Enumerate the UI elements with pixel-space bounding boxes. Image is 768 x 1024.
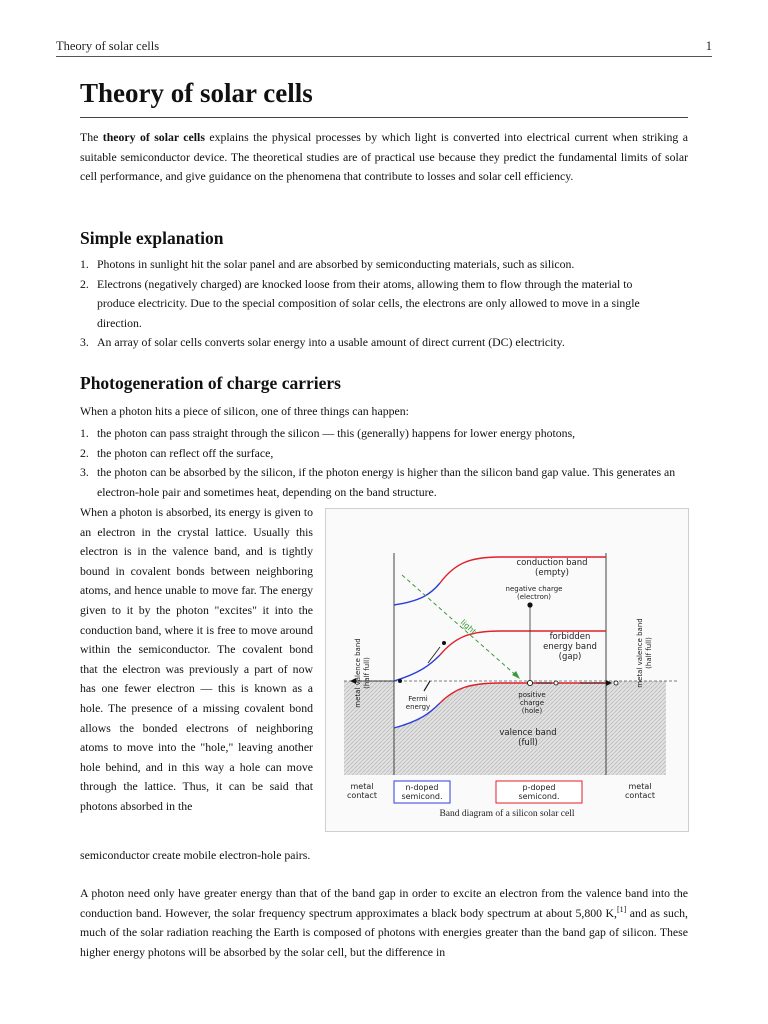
list-number: 1.	[80, 257, 89, 271]
list-number: 3.	[80, 335, 89, 350]
positive-label: positive	[518, 691, 546, 699]
band-diagram-figure	[325, 508, 689, 832]
paragraph-band-gap	[80, 884, 688, 962]
list-text: Electrons (negatively charged) are knocked loose from their atoms, allowing them to flow through the material to produce electricity. Due to the special composition of solar cells, the electrons are only allowed to move in a single direction.	[97, 276, 640, 330]
fermi-energy-label: energy	[405, 703, 431, 711]
photogen-lead: When a photon hits a piece of silicon, one of three things can happen:	[80, 404, 409, 418]
hole-drift-dot-1	[554, 681, 558, 685]
list-item	[80, 463, 688, 502]
list-text: An array of solar cells converts solar energy into a usable amount of direct current (DC) electricity.	[97, 335, 565, 350]
list-item	[80, 333, 688, 353]
list-number: 2.	[80, 276, 89, 291]
electron-dot	[527, 602, 532, 607]
p-doped-sub: semicond.	[518, 792, 560, 801]
simple-list	[80, 255, 688, 353]
metal-left-sub: contact	[347, 791, 377, 800]
metal-valence-left-sub: (half full)	[363, 657, 371, 689]
paragraph-text-a: A photon need only have greater energy than that of the band gap in order to excite an electron from the valence band into the conduction band. However, the solar frequency spectrum approximates a black body spectrum at about 5,800 K,	[80, 886, 688, 920]
conduction-empty-label: (empty)	[535, 568, 569, 578]
intro-lead: The	[80, 130, 103, 144]
fermi-marker	[424, 681, 430, 691]
positive-hole-label: (hole)	[521, 707, 543, 715]
p-doped-label: p-doped	[522, 783, 556, 792]
forbidden-label: forbidden	[549, 632, 591, 642]
page-title: Theory of solar cells	[80, 78, 688, 118]
intro-rest: explains the physical processes by which light is converted into electrical current when striking a suitable semiconductor device. The theoretical studies are of practical use because they predict the fundamental limits of solar cell performance, and give guidance on the phenomena that contribute to losses and solar cell efficiency.	[80, 130, 688, 184]
list-item	[80, 255, 688, 275]
negative-charge-label: negative charge	[505, 585, 563, 593]
intro-bold-term: theory of solar cells	[102, 130, 205, 144]
conduction-band-curve-blue	[394, 583, 440, 605]
list-text: the photon can reflect off the surface,	[97, 445, 274, 460]
list-text: the photon can pass straight through the silicon — this (generally) happens for lower energy photons,	[97, 426, 576, 440]
positive-charge-label: charge	[519, 699, 545, 707]
citation-link[interactable]: [1]	[616, 904, 627, 914]
metal-right-sub: contact	[625, 791, 655, 800]
valence-band-label: valence band	[499, 728, 557, 738]
list-number: 3.	[80, 465, 89, 480]
n-doped-sub: semicond.	[401, 792, 443, 801]
fermi-label: Fermi	[408, 695, 428, 703]
wrap-paragraph: When a photon is absorbed, its energy is given to an electron in the crystal lattice. Usually this electron is in the valence band, and is tightly bound in covalent bonds between neighboring atoms, and hence unable to move far. The energy given to it by the photon "excites" it into the conduction band, where it is free to move around within the semiconductor. The covalent bond that the electron was previously a part of now has one fewer electron — this is known as a hole. The presence of a missing covalent bond allows the bonded electrons of neighboring atoms to move into the "hole," leaving another hole behind, and in this way a hole can move through the lattice. Thus, it can be said that photons absorbed in the	[80, 505, 313, 813]
electron-contact-dot	[398, 679, 402, 683]
metal-valence-right-sub: (half full)	[645, 637, 653, 669]
list-number: 1.	[80, 426, 89, 440]
valence-full-label: (full)	[518, 738, 538, 748]
wrap-paragraph-last-line: semiconductor create mobile electron-hole pairs.	[80, 848, 311, 862]
paragraph-text-b: and as such, much of the solar radiation reaching the Earth is composed of photons with energies greater than the band gap of silicon. These higher energy photons will be absorbed by the solar cell, but the difference in	[80, 905, 688, 959]
metal-right-fill	[606, 681, 666, 775]
gap-label: (gap)	[558, 652, 582, 662]
figure-caption: Band diagram of a silicon solar cell	[439, 809, 575, 819]
energy-band-label: energy band	[543, 642, 597, 652]
section-heading-photogeneration: Photogeneration of charge carriers	[80, 373, 341, 393]
n-doped-label: n-doped	[405, 783, 439, 792]
running-header	[56, 36, 712, 57]
list-item	[80, 424, 688, 444]
list-text: Photons in sunlight hit the solar panel and are absorbed by semiconducting materials, such as silicon.	[97, 257, 575, 271]
section-heading-simple: Simple explanation	[80, 228, 224, 248]
list-number: 2.	[80, 445, 89, 460]
list-item	[80, 444, 688, 464]
metal-valence-right-label: metal valence band	[636, 618, 644, 688]
metal-left-label: metal	[350, 782, 374, 791]
list-text: the photon can be absorbed by the silicon, if the photon energy is higher than the silicon band gap value. This generates an electron-hole pair and sometimes heat, depending on the band structure.	[97, 465, 676, 499]
list-item	[80, 275, 688, 334]
hole-dot	[527, 680, 532, 685]
light-ray	[402, 575, 518, 677]
page-number: 1	[705, 39, 712, 53]
running-title: Theory of solar cells	[56, 39, 160, 53]
hole-drift-dot-2	[614, 681, 618, 685]
metal-right-label: metal	[628, 782, 652, 791]
forbidden-top-curve-blue	[394, 655, 440, 681]
intro-paragraph	[80, 128, 688, 187]
electron-drift-dot	[442, 641, 446, 645]
metal-valence-left-label: metal valence band	[354, 638, 362, 708]
metal-left-fill	[344, 681, 394, 775]
photogen-list	[80, 424, 688, 502]
light-label: light	[458, 617, 478, 637]
negative-electron-label: (electron)	[516, 593, 552, 601]
conduction-band-label: conduction band	[516, 558, 588, 568]
band-diagram	[330, 513, 684, 805]
